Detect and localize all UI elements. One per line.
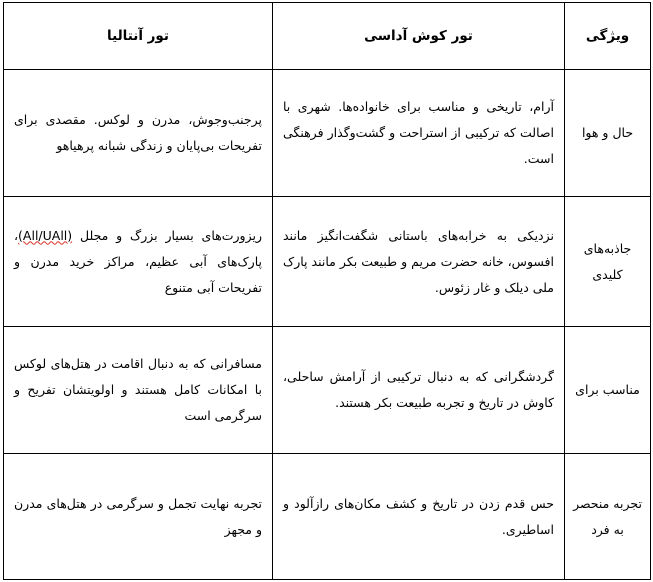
- kusadasi-cell: حس قدم زدن در تاریخ و کشف مکان‌های رازآلود و اساطیری.: [273, 454, 565, 580]
- table-row: [4, 454, 651, 580]
- header-antalya-tour: تور آنتالیا: [4, 3, 273, 70]
- antalya-cell: تجربه نهایت تجمل و سرگرمی در هتل‌های مدرن و مجهز: [4, 454, 273, 580]
- table-row: [4, 327, 651, 454]
- table-row: [4, 70, 651, 197]
- antalya-cell: مسافرانی که به دنبال اقامت در هتل‌های لوکس با امکانات کامل هستند و اولویتشان تفریح و سرگرمی است: [4, 327, 273, 454]
- kusadasi-cell: گردشگرانی که به دنبال ترکیبی از آرامش ساحلی، کاوش در تاریخ و تجربه طبیعت بکر هستند.: [273, 327, 565, 454]
- feature-cell: حال و هوا: [565, 70, 651, 197]
- feature-cell: تجربه منحصر به فرد: [565, 454, 651, 580]
- antalya-text-after: ، پارک‌های آبی عظیم، مراکز خرید مدرن و تفریحات آبی متنوع: [14, 227, 262, 295]
- kusadasi-cell: نزدیکی به خرابه‌های باستانی شگفت‌انگیز مانند افسوس، خانه حضرت مریم و طبیعت بکر مانند پارک ملی دیلک و غار زئوس.: [273, 197, 565, 327]
- comparison-table-container: [3, 2, 650, 579]
- feature-cell: جاذبه‌های کلیدی: [565, 197, 651, 327]
- antalya-cell: پرجنب‌وجوش، مدرن و لوکس. مقصدی برای تفریحات بی‌پایان و زندگی شبانه پرهیاهو: [4, 70, 273, 197]
- header-kusadasi-tour: تور کوش آداسی: [273, 3, 565, 70]
- feature-cell: مناسب برای: [565, 327, 651, 454]
- header-row: [4, 3, 651, 70]
- antalya-cell: [4, 197, 273, 327]
- antalya-text-before: ریزورت‌های بسیار بزرگ و مجلل: [72, 227, 262, 243]
- comparison-table: [3, 2, 651, 580]
- spellcheck-underlined-term: (All/UAll): [18, 227, 73, 243]
- table-row: [4, 197, 651, 327]
- header-feature: ویژگی: [565, 3, 651, 70]
- kusadasi-cell: آرام، تاریخی و مناسب برای خانواده‌ها. شهری با اصالت که ترکیبی از استراحت و گشت‌وگذار فرهنگی است.: [273, 70, 565, 197]
